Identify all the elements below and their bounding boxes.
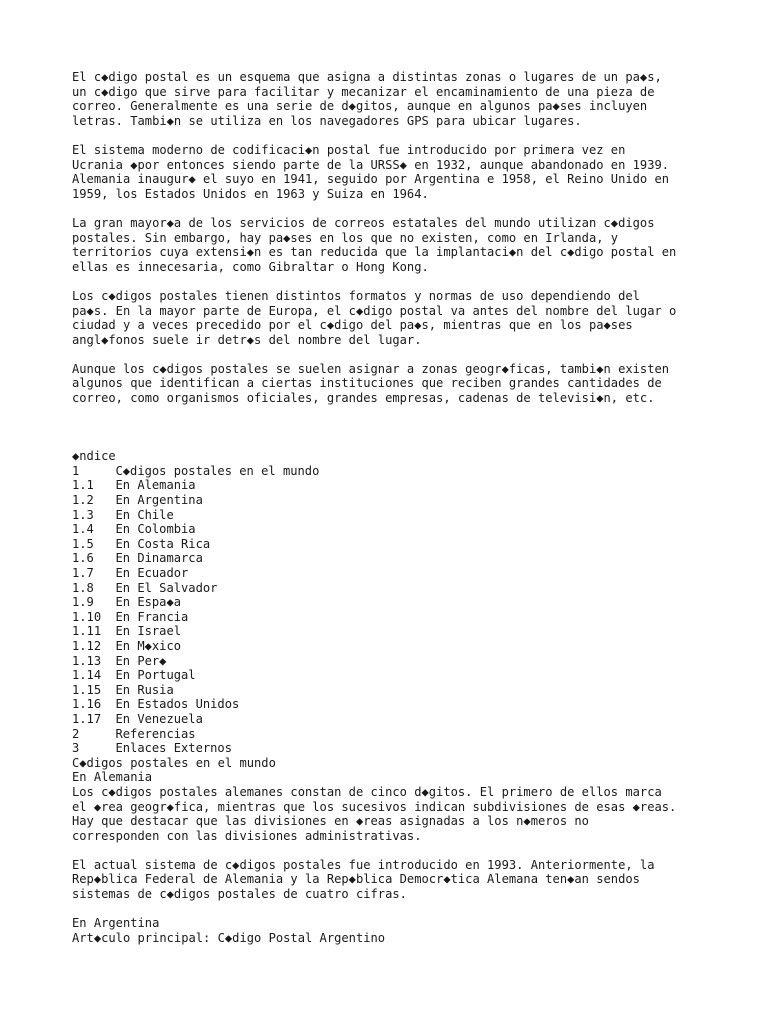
toc-list <box>72 464 712 756</box>
toc-heading: ◆ndice <box>72 449 116 464</box>
toc-item-number: 2 <box>72 726 80 741</box>
toc-item-number: 1.7 <box>72 566 94 580</box>
toc-item[interactable] <box>72 595 712 610</box>
intro-paragraph: El c◆digo postal es un esquema que asigna a distintas zonas o lugares de un pa◆s, un c◆digo que sirve para facilitar y mecanizar el encaminamiento de una pieza de correo. Generalmente es una serie de d◆gitos, aunque en algunos pa◆ses incluyen letras. Tambi◆n se utiliza en los navegadores GPS para ubicar lugares. <box>72 70 662 128</box>
toc-item-number: 1.5 <box>72 536 94 551</box>
toc-item[interactable] <box>72 683 712 698</box>
toc-item-number: 1.17 <box>72 711 102 726</box>
toc-item-label: En Francia <box>115 609 189 624</box>
toc-item-number: 3 <box>72 741 80 756</box>
toc-item[interactable] <box>72 522 712 537</box>
toc-item-number: 1.4 <box>72 522 94 537</box>
body-paragraph: Los c◆digos postales alemanes constan de cinco d◆gitos. El primero de ellos marca el ◆rea geogr◆fica, mientras que los sucesivos indican subdivisiones de esas ◆reas. Hay que destacar que las divisiones en ◆reas asignadas a los n◆meros no corresponden con las divisiones administrativas. <box>72 784 677 843</box>
toc-item[interactable] <box>72 697 712 712</box>
toc-item-number: 1.12 <box>72 638 102 653</box>
toc-item-label: C◆digos postales en el mundo <box>115 463 320 478</box>
toc-item-label: En Costa Rica <box>115 536 211 551</box>
table-of-contents <box>72 449 712 755</box>
toc-item[interactable] <box>72 741 712 756</box>
toc-item-number: 1.11 <box>72 624 102 639</box>
toc-item-number: 1.16 <box>72 697 102 712</box>
toc-item[interactable] <box>72 478 712 493</box>
toc-item[interactable] <box>72 464 712 479</box>
toc-item-number: 1.15 <box>72 682 102 697</box>
main-article-link[interactable]: Art◆culo principal: C◆digo Postal Argentino <box>72 930 386 945</box>
toc-item-number: 1.1 <box>72 478 94 493</box>
toc-item[interactable] <box>72 712 712 727</box>
toc-item[interactable] <box>72 624 712 639</box>
toc-item-number: 1.6 <box>72 551 94 566</box>
toc-item-label: En Portugal <box>115 668 196 683</box>
toc-item-label: En Espa◆a <box>115 595 182 610</box>
toc-item-label: En Argentina <box>115 493 203 508</box>
toc-item[interactable] <box>72 727 712 742</box>
toc-item-number: 1.2 <box>72 493 94 508</box>
toc-item-number: 1.8 <box>72 580 94 595</box>
subsection-heading: En Argentina <box>72 916 160 931</box>
toc-item-label: Enlaces Externos <box>115 741 232 756</box>
toc-item-number: 1.9 <box>72 595 94 610</box>
toc-item-label: En Chile <box>115 507 174 522</box>
intro-paragraph: Los c◆digos postales tienen distintos formatos y normas de uso dependiendo del pa◆s. En la mayor parte de Europa, el c◆digo postal va antes del nombre del lugar o ciudad y a veces precedido por el c◆digo del pa◆s, mientras que en los pa◆ses angl◆fonos suele ir detr◆s del nombre del lugar. <box>72 288 677 347</box>
toc-item-label: En Venezuela <box>115 711 203 726</box>
toc-item-label: En Estados Unidos <box>115 697 240 712</box>
toc-item[interactable] <box>72 551 712 566</box>
toc-item[interactable] <box>72 537 712 552</box>
toc-item-label: En Dinamarca <box>115 551 203 566</box>
intro-paragraph: Aunque los c◆digos postales se suelen asignar a zonas geogr◆ficas, tambi◆n existen algunos que identifican a ciertas instituciones que reciben grandes cantidades de correo, como organismos oficiales, grandes empresas, cadenas de televisi◆n, etc. <box>72 361 670 406</box>
toc-item-label: En Per◆ <box>115 653 167 668</box>
toc-item-label: En M◆xico <box>115 638 182 653</box>
toc-item-label: En Colombia <box>115 522 196 537</box>
toc-item-label: En Rusia <box>115 682 174 697</box>
toc-item[interactable] <box>72 610 712 625</box>
toc-item-number: 1.14 <box>72 668 102 683</box>
toc-item[interactable] <box>72 668 712 683</box>
document-page <box>72 70 712 945</box>
intro-paragraph: El sistema moderno de codificaci◆n postal fue introducido por primera vez en Ucrania ◆por entonces siendo parte de la URSS◆ en 1932, aunque abandonado en 1939. Alemania inaugur◆ el suyo en 1941, seguido por Argentina e 1958, el Reino Unido en 1959, los Estados Unidos en 1963 y Suiza en 1964. <box>72 142 670 201</box>
toc-item-number: 1 <box>72 463 80 478</box>
subsection-heading: En Alemania <box>72 770 153 785</box>
toc-item[interactable] <box>72 493 712 508</box>
toc-item-label: En El Salvador <box>115 580 218 595</box>
toc-item[interactable] <box>72 654 712 669</box>
toc-item-number: 1.10 <box>72 609 102 624</box>
toc-item[interactable] <box>72 566 712 581</box>
section-spacer <box>72 420 712 449</box>
toc-item[interactable] <box>72 508 712 523</box>
section-heading: C◆digos postales en el mundo <box>72 755 276 770</box>
toc-item-label: En Alemania <box>115 478 196 493</box>
toc-item-label: En Israel <box>115 624 182 639</box>
toc-item[interactable] <box>72 639 712 654</box>
toc-item-label: En Ecuador <box>115 566 189 580</box>
body-paragraph: El actual sistema de c◆digos postales fue introducido en 1993. Anteriormente, la Rep◆blica Federal de Alemania y la Rep◆blica Democr◆tica Alemana ten◆an sendos sistemas de c◆digos postales de cuatro cifras. <box>72 857 655 902</box>
toc-item-number: 1.13 <box>72 653 102 668</box>
intro-paragraph: La gran mayor◆a de los servicios de correos estatales del mundo utilizan c◆digos postales. Sin embargo, hay pa◆ses en los que no existen, como en Irlanda, y territorios cuya extensi◆n es tan reducida que la implantaci◆n del c◆digo postal en ellas es innecesaria, como Gibraltar o Hong Kong. <box>72 215 677 274</box>
toc-item-number: 1.3 <box>72 507 94 522</box>
toc-item-label: Referencias <box>115 726 196 741</box>
toc-item[interactable] <box>72 581 712 596</box>
